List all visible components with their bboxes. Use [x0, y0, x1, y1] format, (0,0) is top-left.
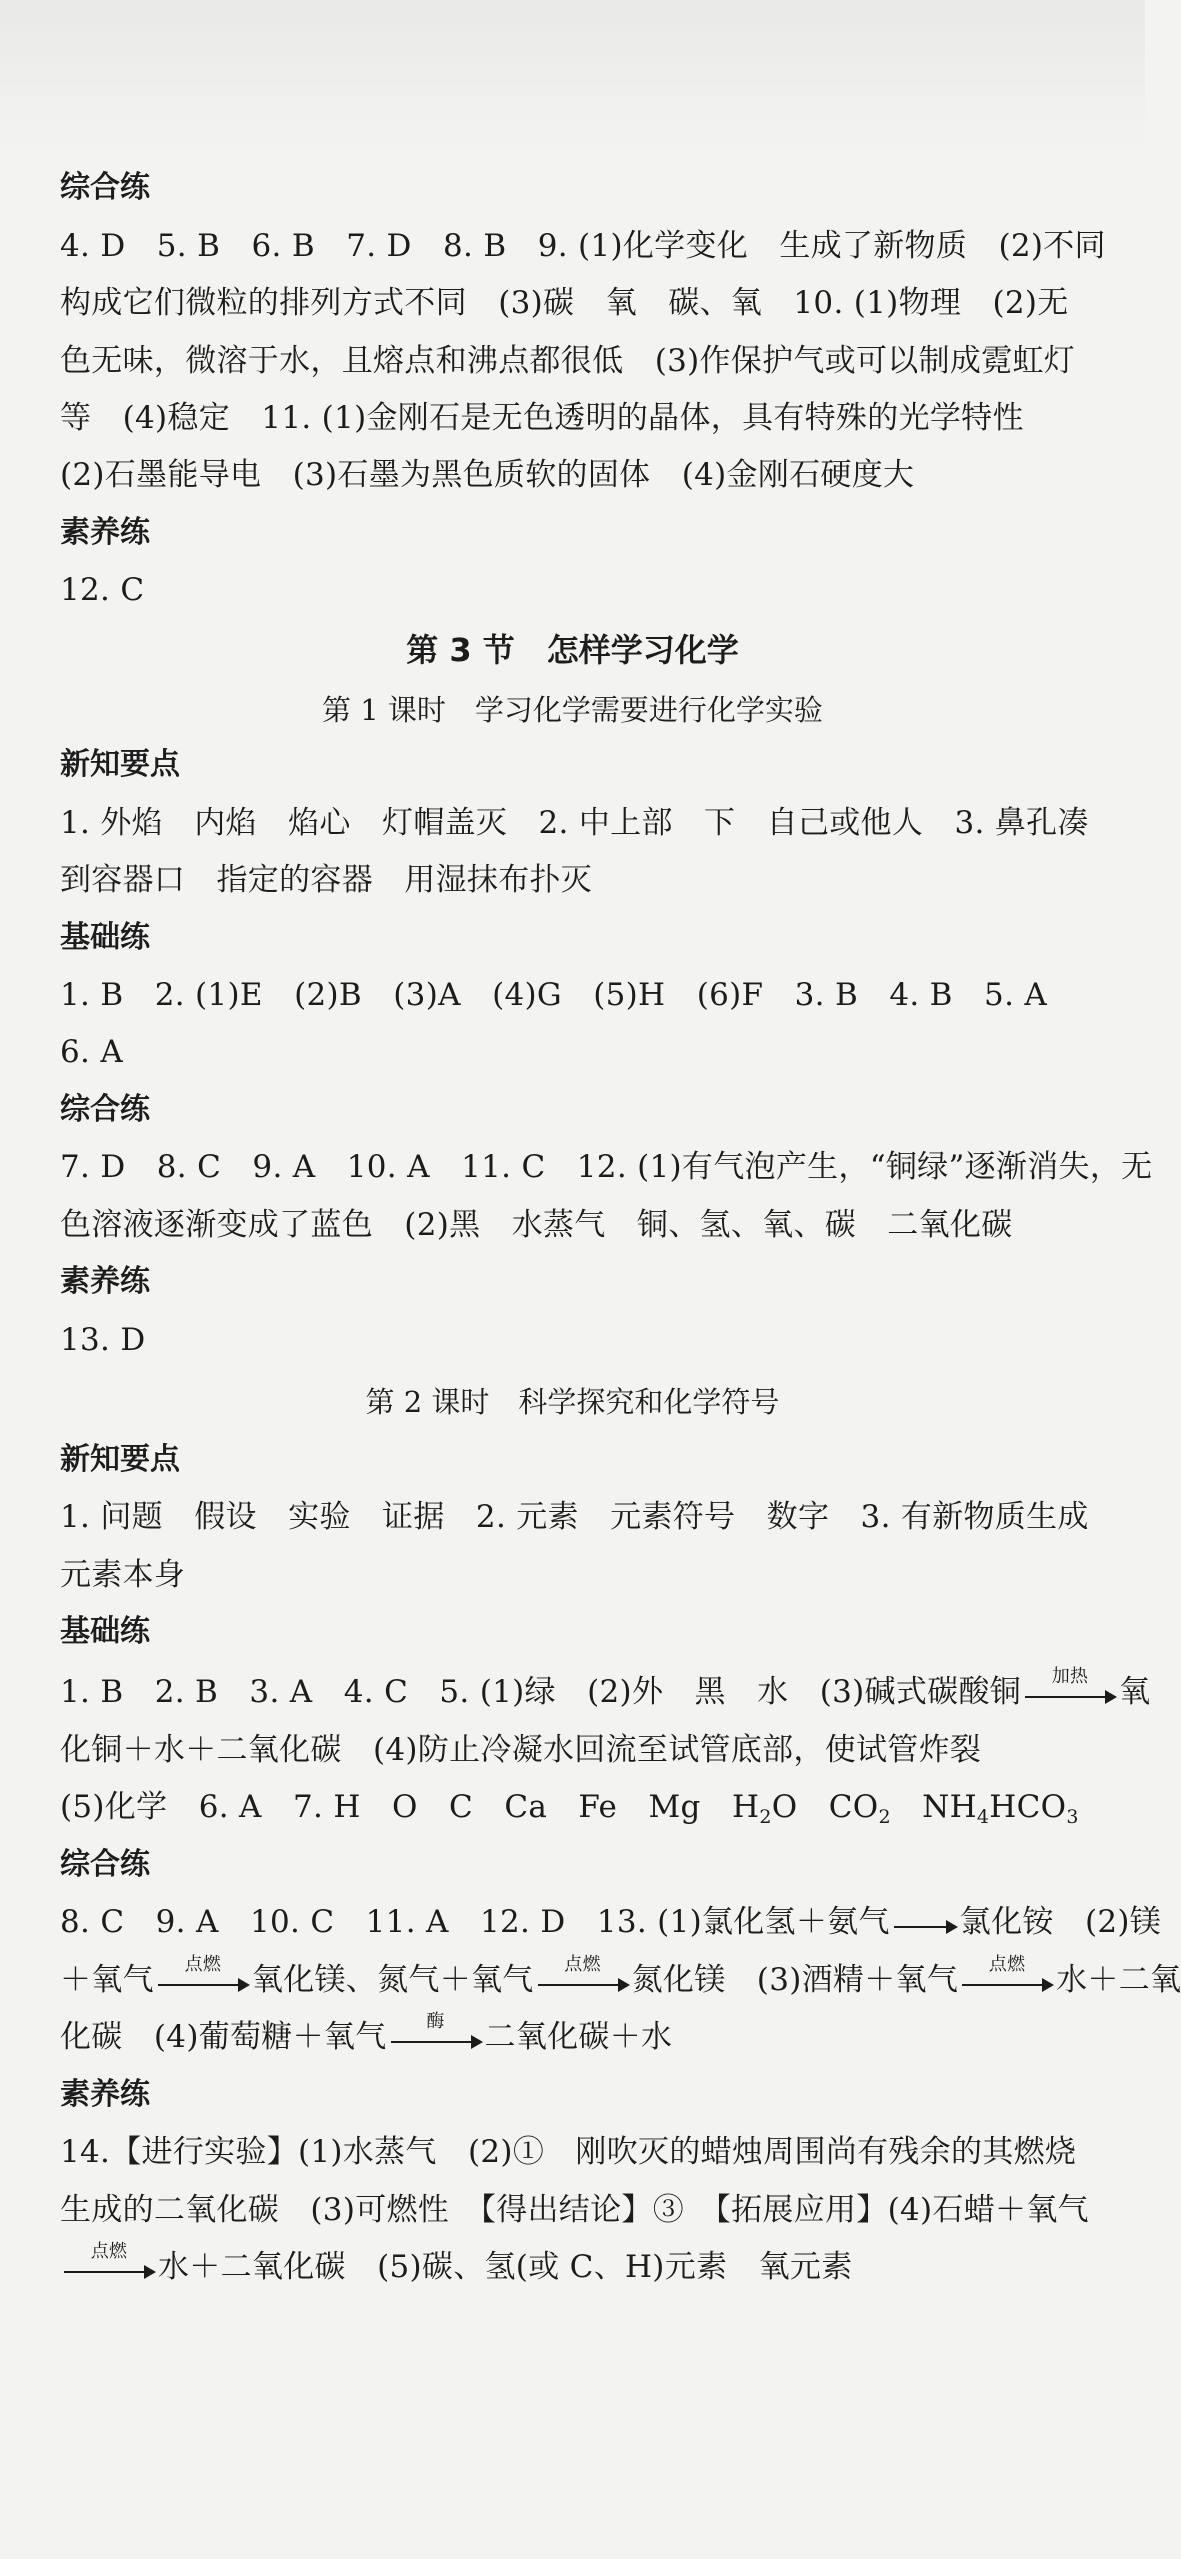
section-heading: 综合练 [60, 1092, 150, 1127]
line-text: 1. B 2. B 3. A 4. C 5. (1)绿 (2)外 黑 水 (3)碱式碳酸铜 [60, 1674, 1022, 1710]
subscript: 2 [759, 1806, 772, 1828]
answer-line: 色无味，微溶于水，且熔点和沸点都很低 (3)作保护气或可以制成霓虹灯 [60, 343, 1076, 379]
section-heading: 综合练 [60, 170, 150, 205]
answer-line: 1. 外焰 内焰 焰心 灯帽盖灭 2. 中上部 下 自己或他人 3. 鼻孔凑 [60, 805, 1089, 841]
section-heading: 综合练 [60, 1847, 150, 1882]
line-text: (5)化学 6. A 7. H O C Ca Fe Mg H [60, 1789, 760, 1825]
section-title: 第 3 节 怎样学习化学 [406, 631, 739, 669]
answer-line [60, 2241, 853, 2287]
reaction-arrow [387, 2011, 485, 2057]
answer-line: 1. B 2. (1)E (2)B (3)A (4)G (5)H (6)F 3. B 4. B 5. A [60, 977, 1048, 1013]
lesson-title: 第 1 课时 学习化学需要进行化学实验 [322, 693, 823, 727]
reaction-arrow [1021, 1666, 1119, 1712]
line-text: 8. C 9. A 10. C 11. A 12. D 13. (1)氯化氢＋氨气 [60, 1904, 890, 1940]
answer-line: 4. D 5. B 6. B 7. D 8. B 9. (1)化学变化 生成了新物质 (2)不同 [60, 228, 1106, 264]
line-text: 水＋二氧 [1056, 1962, 1181, 1998]
arrow-condition: 点燃 [90, 2241, 128, 2262]
answer-line [60, 1954, 1181, 2000]
answer-line: 6. A [60, 1034, 124, 1070]
answer-line: 14.【进行实验】(1)水蒸气 (2)① 刚吹灭的蜡烛周围尚有残余的其燃烧 [60, 2134, 1077, 2170]
answer-line: 到容器口 指定的容器 用湿抹布扑灭 [60, 862, 593, 898]
reaction-arrow [890, 1902, 960, 1942]
answer-line: 构成它们微粒的排列方式不同 (3)碳 氧 碳、氧 10. (1)物理 (2)无 [60, 285, 1069, 321]
section-heading: 基础练 [60, 1614, 150, 1649]
line-text: NH [890, 1789, 977, 1825]
lesson-title: 第 2 课时 科学探究和化学符号 [365, 1385, 780, 1419]
reaction-arrow [534, 1954, 632, 2000]
section-heading: 新知要点 [60, 747, 180, 782]
answer-line: 7. D 8. C 9. A 10. A 11. C 12. (1)有气泡产生，“铜绿”逐渐消失，无 [60, 1149, 1153, 1185]
arrow-condition: 酶 [426, 2011, 445, 2032]
subscript: 4 [976, 1806, 990, 1828]
answer-line [60, 1666, 1151, 1712]
answer-line: 12. C [60, 572, 145, 608]
section-heading: 新知要点 [60, 1442, 180, 1477]
subscript: 2 [878, 1806, 891, 1828]
line-text: 水＋二氧化碳 (5)碳、氢(或 C、H)元素 氧元素 [158, 2249, 853, 2285]
answer-line [60, 1902, 1161, 1942]
subscript: 3 [1066, 1806, 1079, 1828]
line-text: 二氧化碳＋水 [484, 2019, 673, 2055]
answer-line: 生成的二氧化碳 (3)可燃性 【得出结论】③ 【拓展应用】(4)石蜡＋氧气 [60, 2192, 1089, 2228]
arrow-condition: 点燃 [988, 1954, 1026, 1975]
section-heading: 素养练 [60, 2077, 150, 2112]
answer-line: 化铜＋水＋二氧化碳 (4)防止冷凝水回流至试管底部，使试管炸裂 [60, 1732, 982, 1768]
line-text: 氯化铵 (2)镁 [959, 1904, 1162, 1940]
answer-line: 1. 问题 假设 实验 证据 2. 元素 元素符号 数字 3. 有新物质生成 [60, 1499, 1089, 1535]
answer-line: 等 (4)稳定 11. (1)金刚石是无色透明的晶体，具有特殊的光学特性 [60, 400, 1024, 436]
arrow-condition: 加热 [1051, 1666, 1089, 1687]
scan-shadow [0, 0, 1145, 150]
arrow-condition: 点燃 [564, 1954, 601, 1975]
answer-line: 色溶液逐渐变成了蓝色 (2)黑 水蒸气 铜、氢、氧、碳 二氧化碳 [60, 1207, 1013, 1243]
line-text: 化碳 (4)葡萄糖＋氧气 [60, 2019, 387, 2055]
reaction-arrow [154, 1954, 252, 2000]
section-heading: 素养练 [60, 515, 150, 550]
answer-line [60, 1787, 1079, 1837]
reaction-arrow [958, 1954, 1056, 2000]
section-heading: 基础练 [60, 920, 150, 955]
answer-line: 13. D [60, 1322, 146, 1358]
line-text: HCO [989, 1789, 1067, 1825]
line-text: 氧 [1119, 1674, 1151, 1710]
section-heading: 素养练 [60, 1264, 150, 1299]
arrow-condition: 点燃 [184, 1954, 222, 1975]
answer-line [60, 2011, 673, 2057]
line-text: ＋氧气 [60, 1962, 154, 1998]
line-text: 氧化镁、氮气＋氧气 [251, 1962, 534, 1998]
line-text: O CO [771, 1789, 879, 1825]
reaction-arrow [60, 2241, 158, 2287]
answer-line: (2)石墨能导电 (3)石墨为黑色质软的固体 (4)金刚石硬度大 [60, 457, 915, 493]
answer-line: 元素本身 [60, 1557, 186, 1593]
line-text: 氮化镁 (3)酒精＋氧气 [631, 1962, 959, 1998]
